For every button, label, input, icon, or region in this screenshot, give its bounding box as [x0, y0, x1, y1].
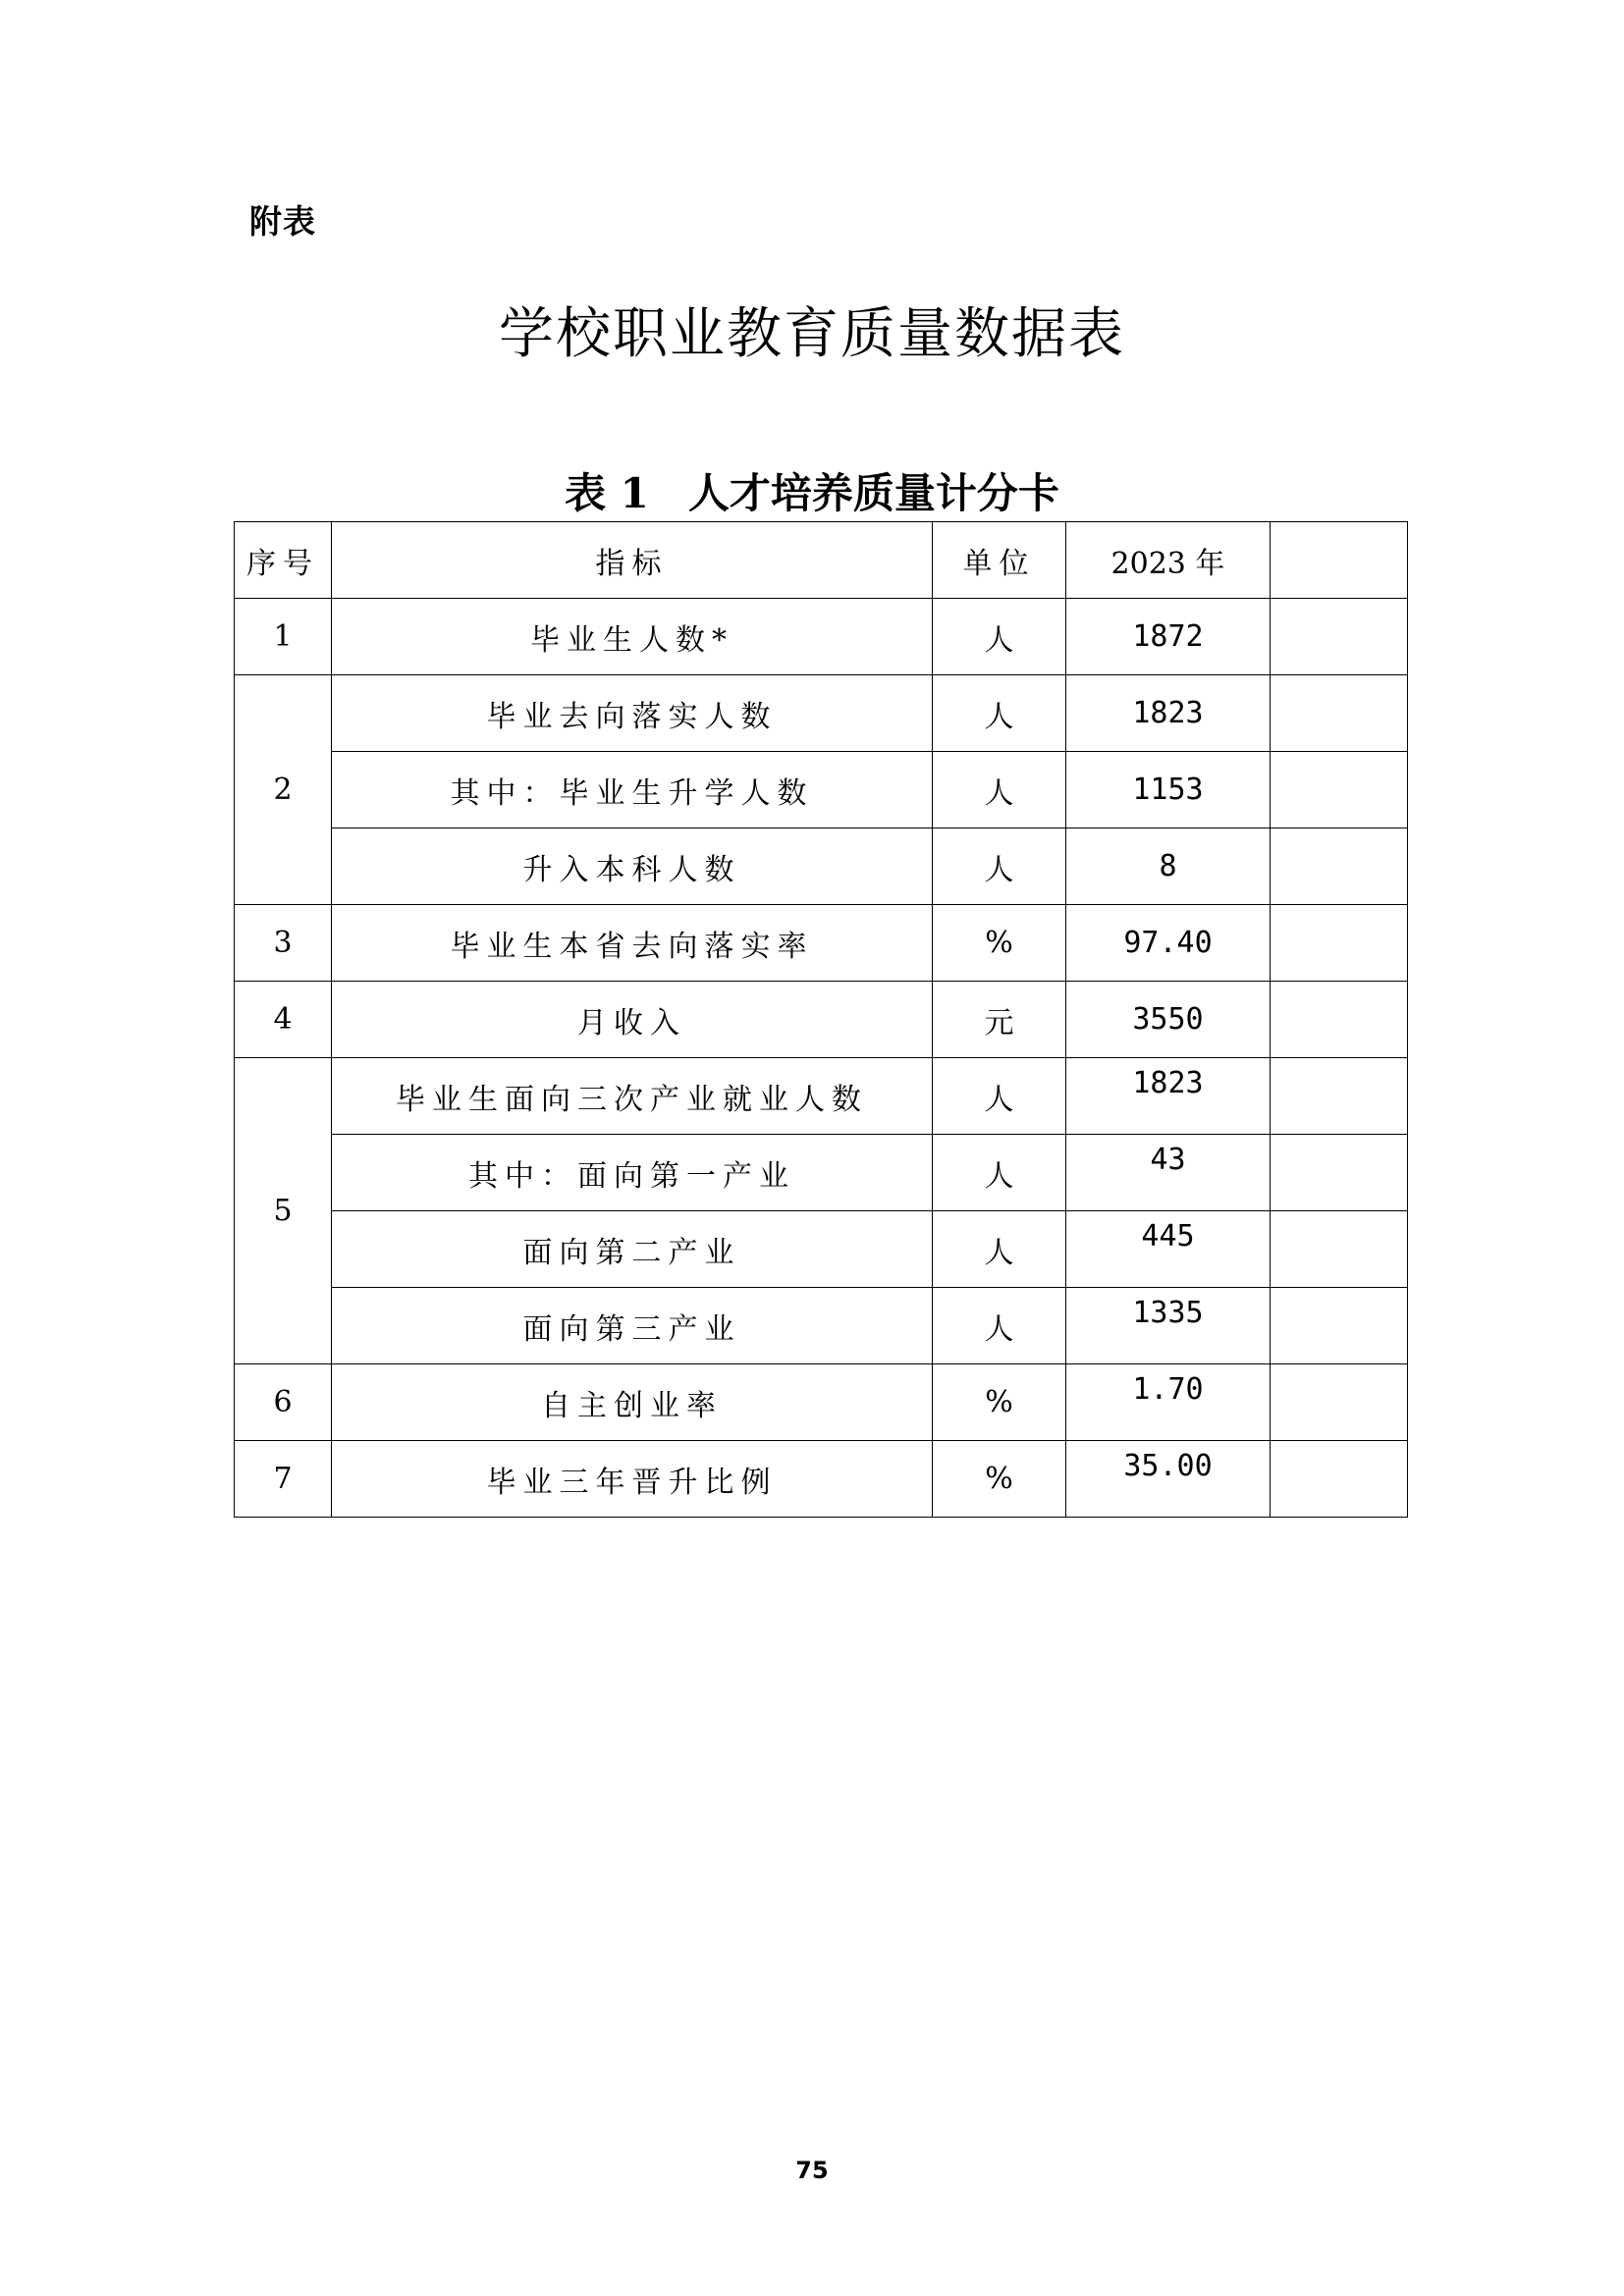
table-row	[235, 1211, 1408, 1288]
row-value: 1823	[1066, 1058, 1271, 1135]
row-unit: 人	[933, 752, 1066, 828]
table-row	[235, 1441, 1408, 1518]
row-indicator: 毕业生本省去向落实率	[332, 905, 933, 982]
row-blank	[1271, 1364, 1408, 1441]
row-indicator: 毕业生面向三次产业就业人数	[332, 1058, 933, 1135]
row-no: 1	[235, 599, 332, 675]
row-unit: %	[933, 905, 1066, 982]
row-indicator: 面向第二产业	[332, 1211, 933, 1288]
row-unit: 人	[933, 1211, 1066, 1288]
row-indicator: 其中：面向第一产业	[332, 1135, 933, 1211]
row-unit: 人	[933, 599, 1066, 675]
header-no: 序号	[235, 522, 332, 599]
header-year: 2023 年	[1066, 522, 1271, 599]
table-header-row	[235, 522, 1408, 599]
row-unit: 人	[933, 1288, 1066, 1364]
row-value: 35.00	[1066, 1441, 1271, 1518]
row-blank	[1271, 675, 1408, 752]
table-caption-number: 表 1	[565, 469, 649, 517]
row-indicator: 面向第三产业	[332, 1288, 933, 1364]
table-row	[235, 1364, 1408, 1441]
row-no: 6	[235, 1364, 332, 1441]
row-indicator: 毕业生人数*	[332, 599, 933, 675]
row-blank	[1271, 828, 1408, 905]
row-no: 5	[235, 1058, 332, 1364]
row-unit: 人	[933, 1135, 1066, 1211]
table-caption	[0, 461, 1624, 520]
row-indicator: 升入本科人数	[332, 828, 933, 905]
row-indicator: 自主创业率	[332, 1364, 933, 1441]
table-row	[235, 752, 1408, 828]
row-indicator: 月收入	[332, 982, 933, 1058]
row-blank	[1271, 1135, 1408, 1211]
row-indicator: 毕业去向落实人数	[332, 675, 933, 752]
row-unit: 元	[933, 982, 1066, 1058]
row-blank	[1271, 599, 1408, 675]
row-value: 1.70	[1066, 1364, 1271, 1441]
row-value: 1872	[1066, 599, 1271, 675]
page-number: 75	[795, 2157, 829, 2184]
page-title: 学校职业教育质量数据表	[499, 302, 1125, 366]
row-no: 2	[235, 675, 332, 905]
row-no: 3	[235, 905, 332, 982]
table-row	[235, 905, 1408, 982]
row-value: 8	[1066, 828, 1271, 905]
row-blank	[1271, 1058, 1408, 1135]
talent-quality-scorecard-table	[234, 521, 1408, 1518]
row-blank	[1271, 1211, 1408, 1288]
table-row	[235, 599, 1408, 675]
header-unit: 单位	[933, 522, 1066, 599]
row-value: 97.40	[1066, 905, 1271, 982]
row-value: 1823	[1066, 675, 1271, 752]
row-unit: 人	[933, 1058, 1066, 1135]
table-caption-title: 人才培养质量计分卡	[687, 469, 1059, 517]
row-value: 1153	[1066, 752, 1271, 828]
row-value: 445	[1066, 1211, 1271, 1288]
header-blank	[1271, 522, 1408, 599]
appendix-label: 附表	[249, 202, 316, 240]
row-unit: 人	[933, 675, 1066, 752]
row-blank	[1271, 1441, 1408, 1518]
row-unit: %	[933, 1441, 1066, 1518]
row-unit: %	[933, 1364, 1066, 1441]
table-row	[235, 828, 1408, 905]
row-no: 4	[235, 982, 332, 1058]
table-row	[235, 1288, 1408, 1364]
table-row	[235, 1135, 1408, 1211]
row-value: 43	[1066, 1135, 1271, 1211]
header-indicator: 指标	[332, 522, 933, 599]
table-row	[235, 675, 1408, 752]
row-indicator: 其中：毕业生升学人数	[332, 752, 933, 828]
row-value: 3550	[1066, 982, 1271, 1058]
row-blank	[1271, 1288, 1408, 1364]
table-row	[235, 1058, 1408, 1135]
row-no: 7	[235, 1441, 332, 1518]
row-blank	[1271, 982, 1408, 1058]
row-blank	[1271, 905, 1408, 982]
row-unit: 人	[933, 828, 1066, 905]
row-value: 1335	[1066, 1288, 1271, 1364]
table-row	[235, 982, 1408, 1058]
row-blank	[1271, 752, 1408, 828]
row-indicator: 毕业三年晋升比例	[332, 1441, 933, 1518]
